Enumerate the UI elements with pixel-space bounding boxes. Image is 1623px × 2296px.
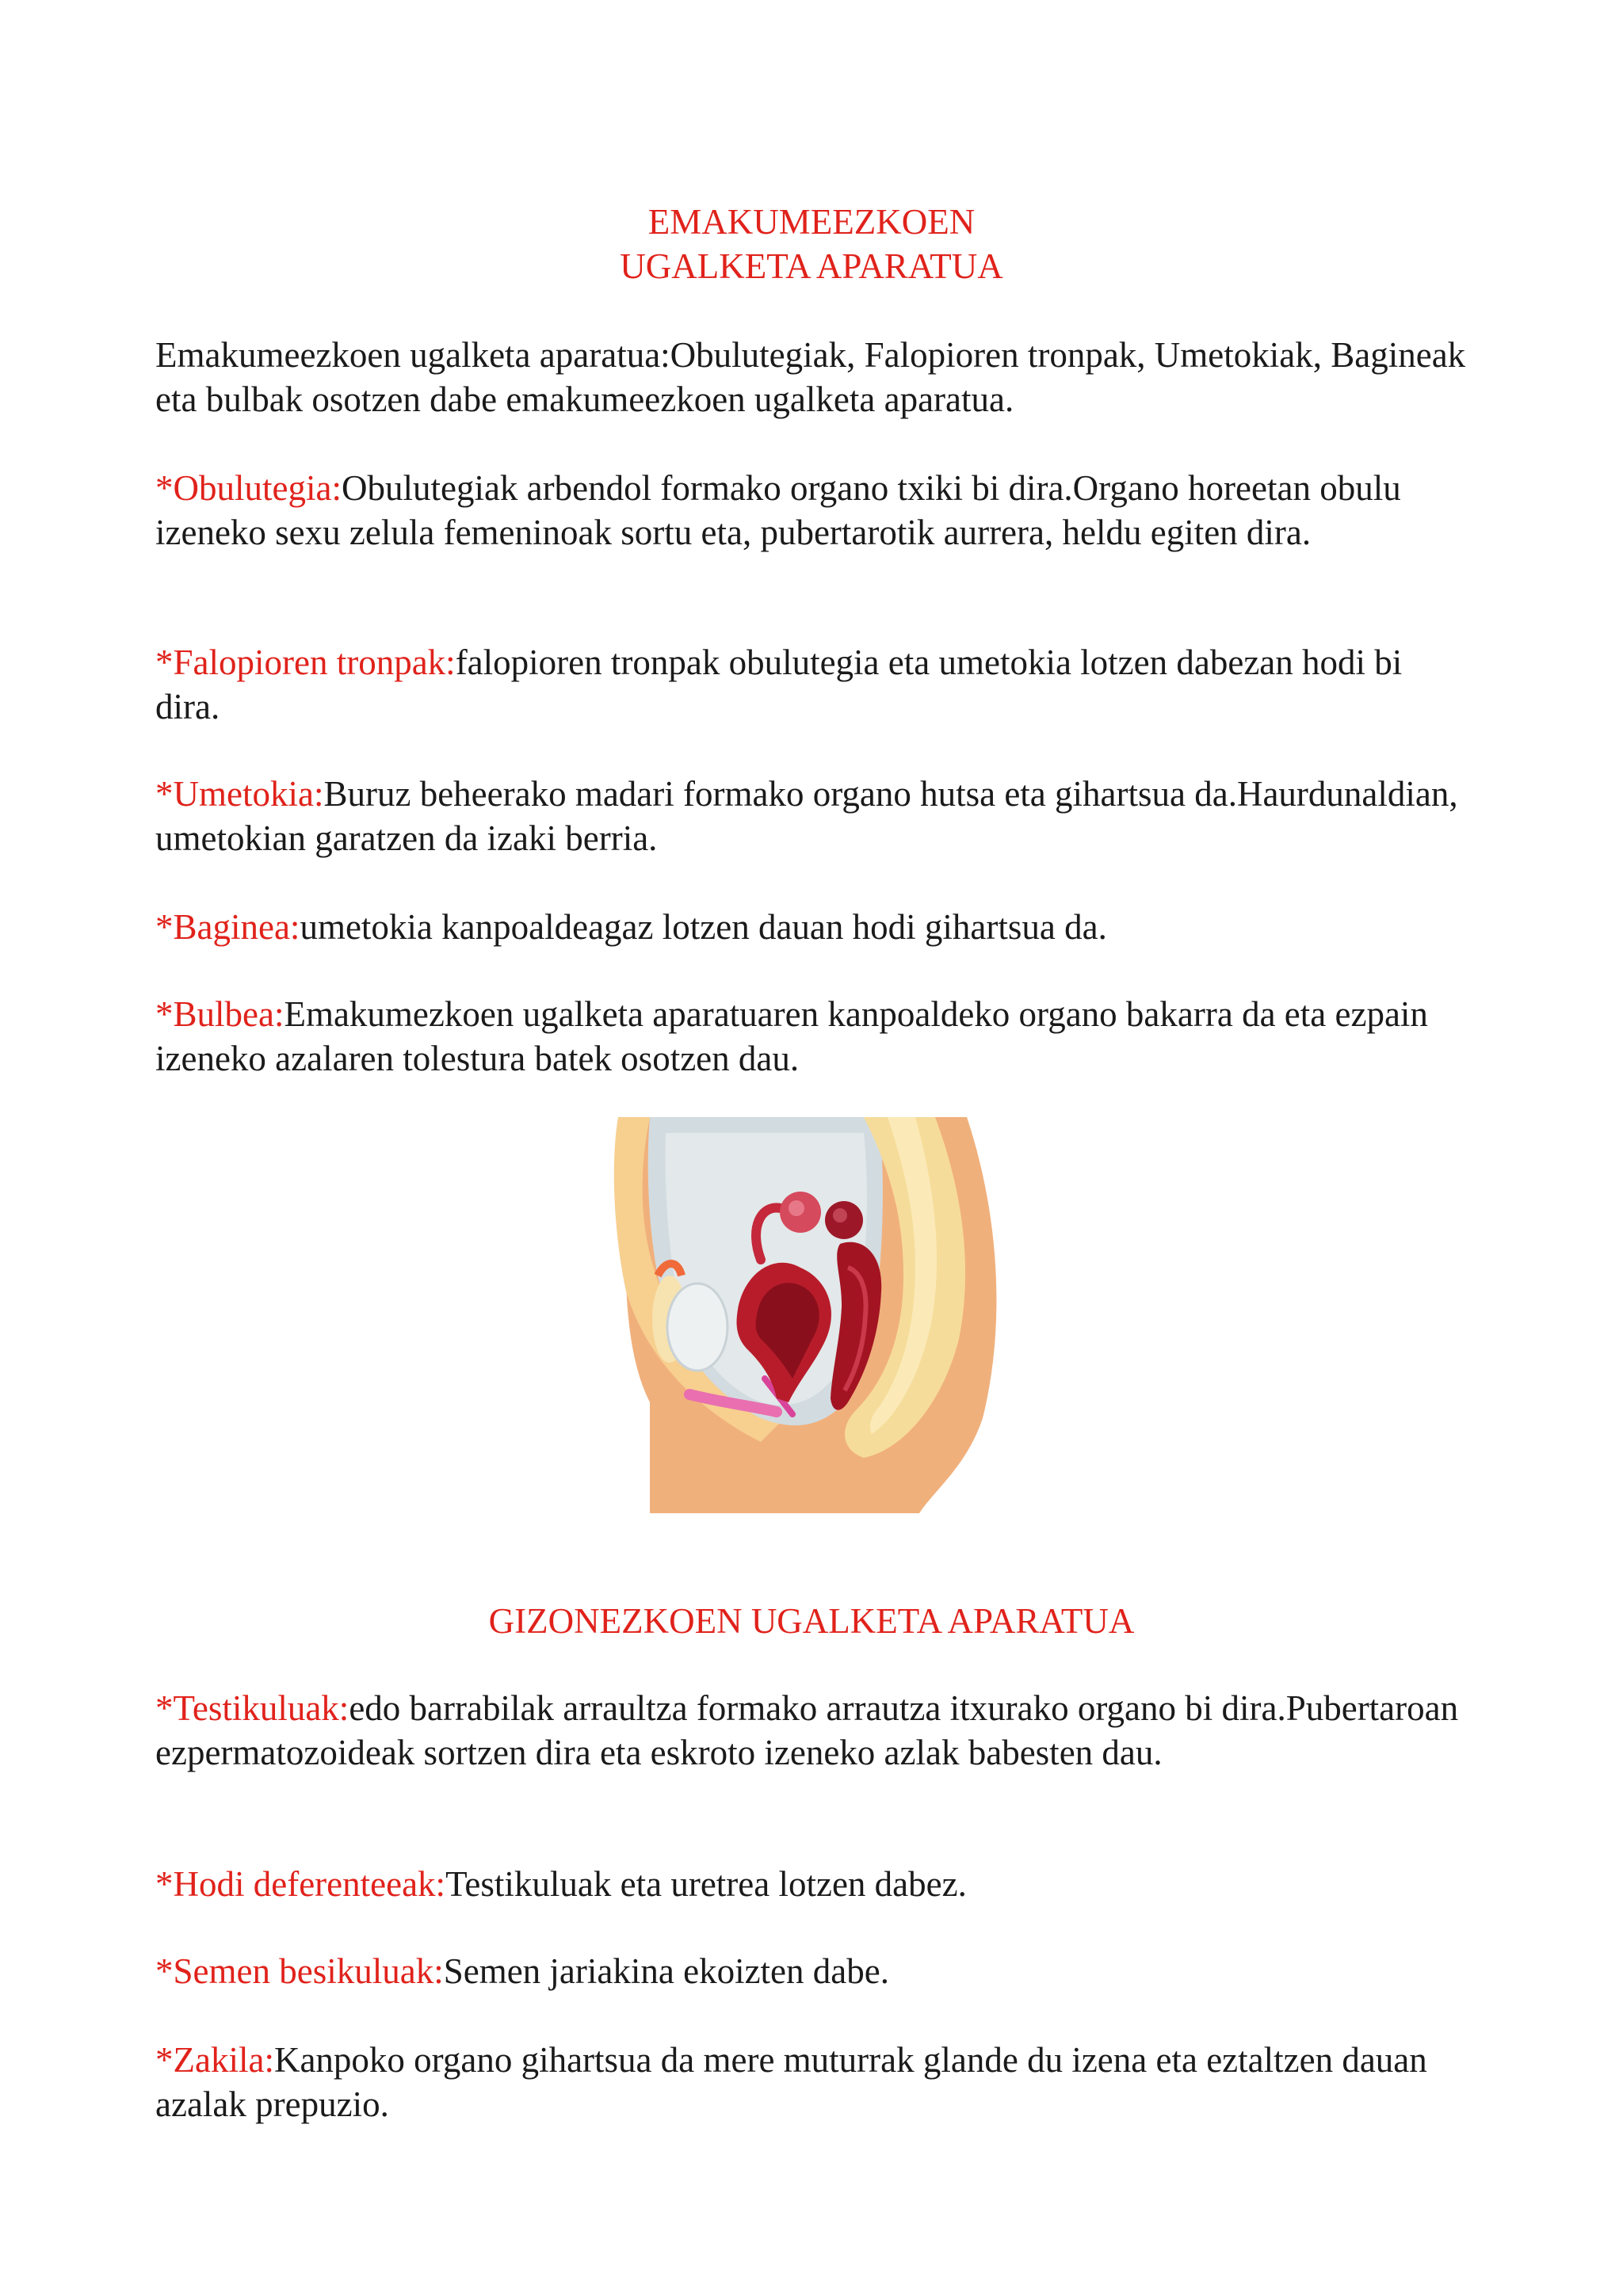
definition-text: Kanpoko organo gihartsua da mere muturrak glande du izena eta eztaltzen dauan azalak prepuzio. [155,2040,1427,2124]
female-intro-paragraph: Emakumeezkoen ugalketa aparatua:Obulutegiak, Falopioren tronpak, Umetokiak, Bagineak eta bulbak osotzen dabe emakumeezkoen ugalketa aparatua. [155,335,1466,419]
definition-umetokia [155,772,1471,860]
term-label: *Semen besikuluak: [155,1951,444,1991]
term-label: *Umetokia: [155,774,324,814]
definition-text: umetokia kanpoaldeagaz lotzen dauan hodi gihartsua da. [300,907,1107,947]
term-label: *Testikuluak: [155,1688,349,1728]
female-section-title-line1: EMAKUMEEZKOEN [647,202,976,242]
definition-text: Semen jariakina ekoizten dabe. [443,1951,889,1991]
definition-text: Emakumezkoen ugalketa aparatuaren kanpoaldeko organo bakarra da eta ezpain izeneko azalaren tolestura batek osotzen dau. [155,994,1428,1078]
term-label: *Falopioren tronpak: [155,643,456,682]
definition-bulbea [155,992,1471,1081]
male-section-title: GIZONEZKOEN UGALKETA APARATUA [488,1601,1135,1641]
term-label: *Bulbea: [155,994,285,1034]
definition-zakila [155,2038,1471,2126]
definition-obulutegia [155,466,1471,555]
term-label: *Obulutegia: [155,468,342,508]
definition-text: Testikuluak eta uretrea lotzen dabez. [445,1864,967,1904]
definition-hodi-deferenteeak [155,1862,1471,1906]
definition-text: Buruz beheerako madari formako organo hutsa eta gihartsua da.Haurdunaldian, umetokian garatzen da izaki berria. [155,774,1458,858]
term-label: *Hodi deferenteeak: [155,1864,446,1904]
definition-text: edo barrabilak arraultza formako arrautza itxurako organo bi dira.Pubertaroan ezpermatozoideak sortzen dira eta eskroto izeneko azlak babesten dau. [155,1688,1459,1772]
definition-baginea [155,905,1471,949]
female-section-title-line2: UGALKETA APARATUA [620,246,1003,286]
definition-testikuluak [155,1686,1471,1775]
term-label: *Zakila: [155,2040,274,2080]
definition-falopioren-tronpak [155,640,1471,729]
term-label: *Baginea: [155,907,300,947]
definition-text: falopioren tronpak obulutegia eta umetokia lotzen dabezan hodi bi dira. [155,643,1403,727]
female-reproductive-illustration [602,1117,1014,1513]
definition-semen-besikuluak [155,1949,1471,1993]
definition-text: Obulutegiak arbendol formako organo txiki bi dira.Organo horeetan obulu izeneko sexu zelula femeninoak sortu eta, pubertarotik aurrera, heldu egiten dira. [155,468,1401,552]
